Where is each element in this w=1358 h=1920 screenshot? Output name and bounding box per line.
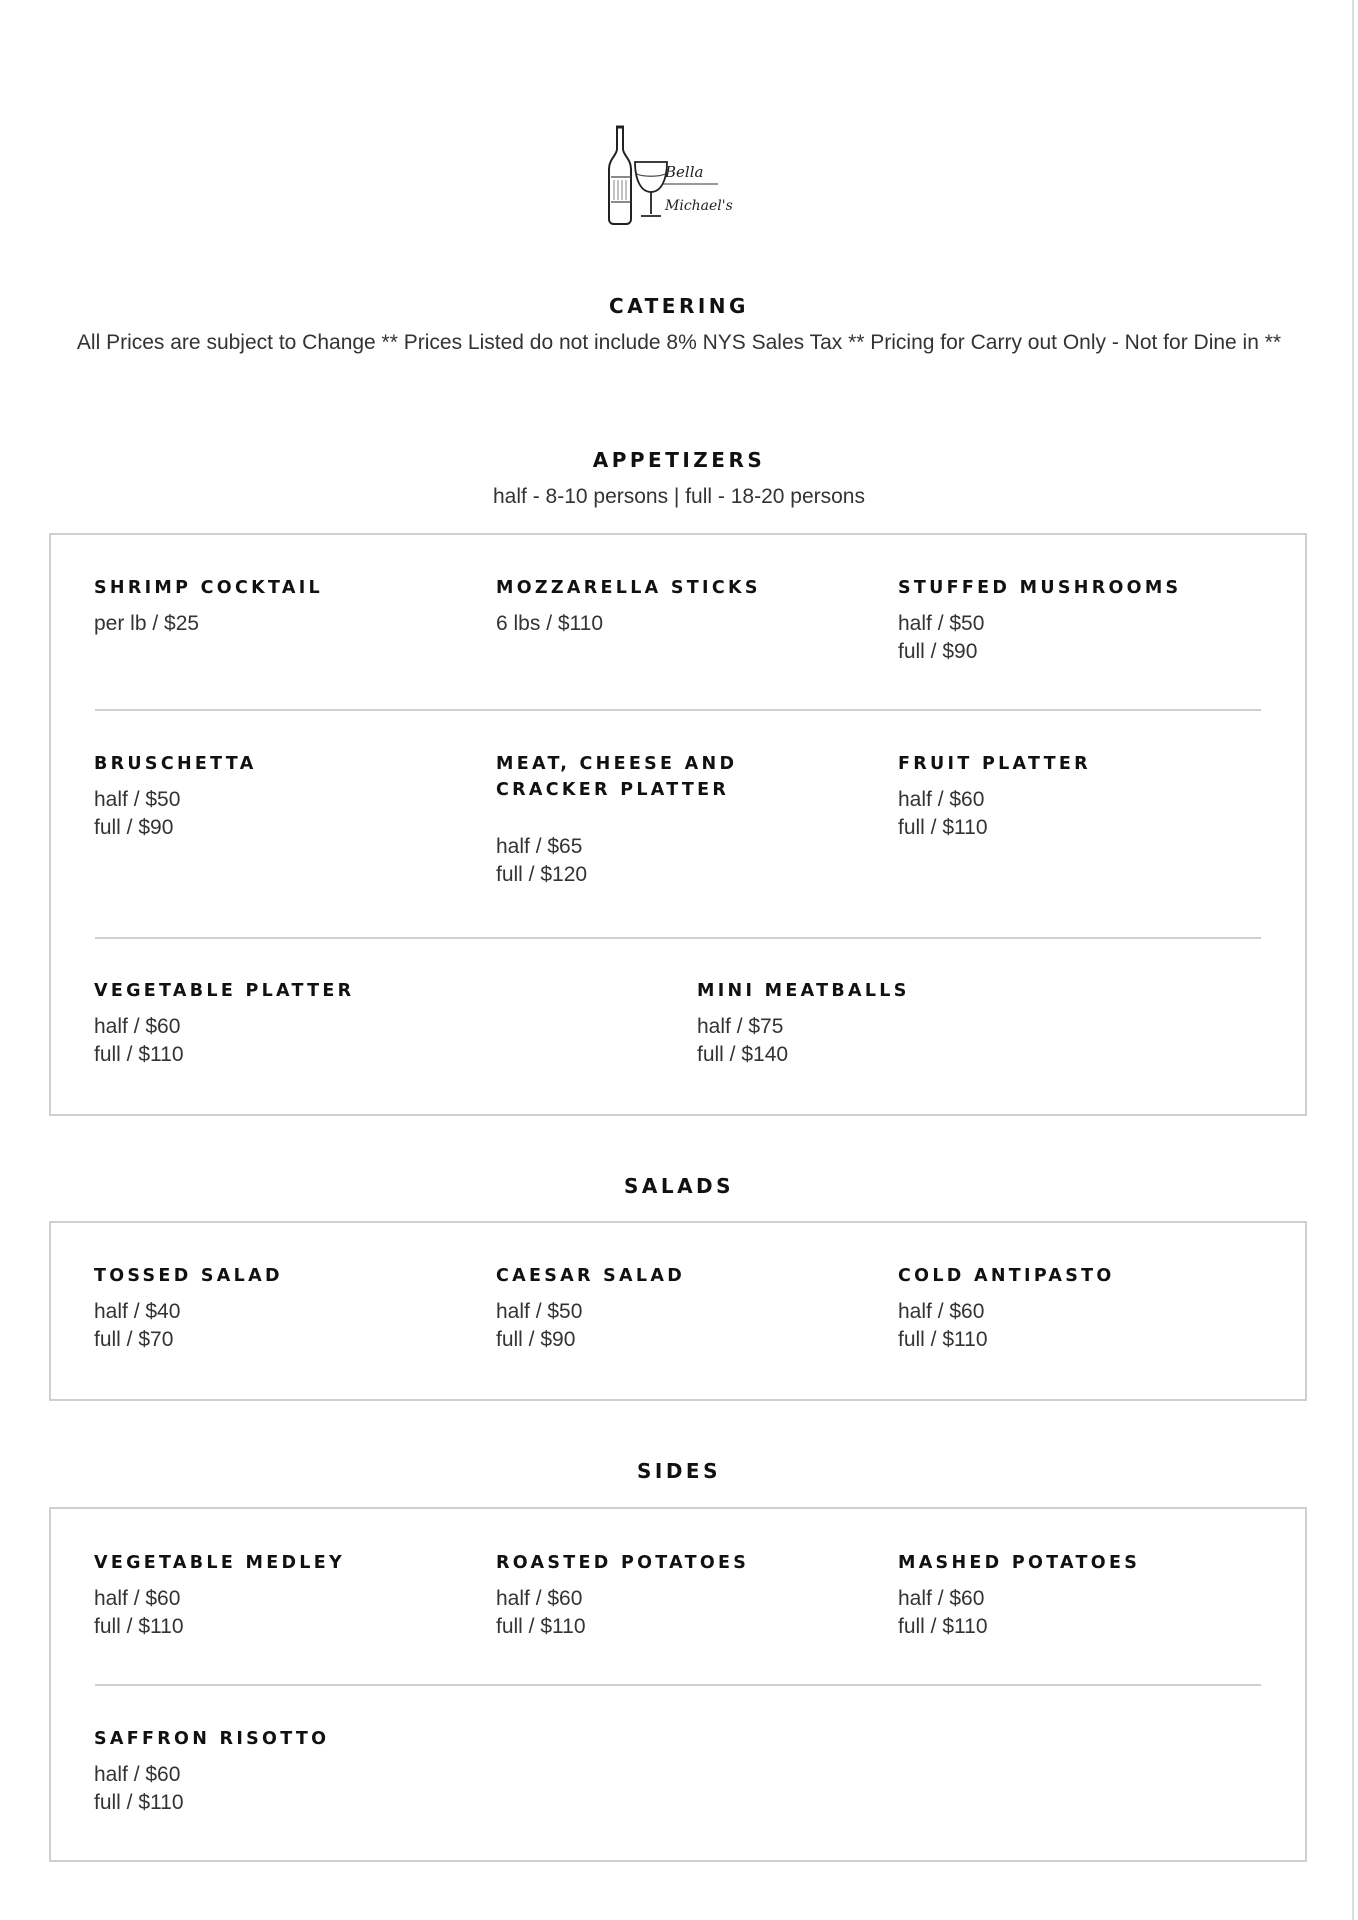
divider xyxy=(95,1684,1261,1686)
divider xyxy=(95,709,1261,711)
item-name: STUFFED MUSHROOMS xyxy=(898,578,1182,598)
menu-item xyxy=(898,1550,1140,1641)
item-price: half / $65 xyxy=(496,835,583,858)
item-name: MINI MEATBALLS xyxy=(697,981,910,1001)
menu-item xyxy=(94,1550,345,1641)
logo xyxy=(605,122,745,232)
item-price: half / $60 xyxy=(898,1300,985,1323)
item-price: full / $90 xyxy=(898,640,978,663)
menu-item xyxy=(94,978,354,1069)
item-price: half / $60 xyxy=(898,788,985,811)
item-price: half / $40 xyxy=(94,1300,181,1323)
salads-title: SALADS xyxy=(623,1174,735,1198)
menu-item xyxy=(898,1263,1115,1354)
menu-item xyxy=(697,978,910,1069)
item-name: SHRIMP COCKTAIL xyxy=(94,578,323,598)
item-name: ROASTED POTATOES xyxy=(496,1553,750,1573)
item-name: COLD ANTIPASTO xyxy=(898,1266,1115,1286)
item-price: half / $75 xyxy=(697,1015,784,1038)
page-edge-line xyxy=(1352,0,1354,1920)
appetizers-subtitle: half - 8-10 persons | full - 18-20 persons xyxy=(493,485,865,508)
item-price: full / $90 xyxy=(94,816,174,839)
menu-item xyxy=(94,575,323,638)
item-name: MOZZARELLA STICKS xyxy=(496,578,761,598)
menu-item xyxy=(496,1550,749,1641)
item-price: full / $110 xyxy=(94,1791,184,1814)
item-price: full / $110 xyxy=(94,1043,184,1066)
sides-title: SIDES xyxy=(636,1459,721,1483)
item-price: full / $120 xyxy=(496,863,588,886)
item-name: MASHED POTATOES xyxy=(898,1553,1141,1573)
item-price: full / $110 xyxy=(898,1615,988,1638)
item-price: half / $60 xyxy=(898,1587,985,1610)
item-price: half / $60 xyxy=(94,1015,181,1038)
item-name: BRUSCHETTA xyxy=(94,754,257,774)
item-name: CAESAR SALAD xyxy=(496,1266,686,1286)
salads-box xyxy=(49,1221,1307,1401)
item-price: full / $90 xyxy=(496,1328,576,1351)
item-name: TOSSED SALAD xyxy=(94,1266,283,1286)
item-price: full / $110 xyxy=(496,1615,586,1638)
item-price: half / $60 xyxy=(94,1763,181,1786)
item-price: half / $60 xyxy=(496,1587,583,1610)
item-price: full / $110 xyxy=(94,1615,184,1638)
catering-notice: All Prices are subject to Change ** Prices Listed do not include 8% NYS Sales Tax ** Pricing for Carry out Only - Not for Dine in ** xyxy=(76,331,1282,354)
item-price: full / $70 xyxy=(94,1328,174,1351)
menu-item xyxy=(94,1726,329,1817)
item-price: full / $140 xyxy=(697,1043,789,1066)
appetizers-title: APPETIZERS xyxy=(592,448,766,472)
wine-bottle-and-glass-icon xyxy=(605,122,745,232)
menu-item xyxy=(496,575,761,638)
menu-item xyxy=(898,751,1091,842)
item-name: MEAT, CHEESE AND CRACKER PLATTER xyxy=(496,754,738,800)
item-price: half / $50 xyxy=(898,612,985,635)
menu-item xyxy=(94,751,257,842)
menu-item xyxy=(898,575,1181,666)
item-name: FRUIT PLATTER xyxy=(898,754,1091,774)
item-price: 6 lbs / $110 xyxy=(496,612,604,635)
divider xyxy=(95,937,1261,939)
menu-item xyxy=(496,1263,685,1354)
menu-item xyxy=(94,1263,283,1354)
item-price: full / $110 xyxy=(898,816,988,839)
item-name: VEGETABLE PLATTER xyxy=(94,981,355,1001)
item-price: half / $50 xyxy=(94,788,181,811)
item-price: full / $110 xyxy=(898,1328,988,1351)
item-price: half / $50 xyxy=(496,1300,583,1323)
menu-item xyxy=(496,751,816,889)
logo-text-line2: Michael's xyxy=(665,198,733,214)
logo-text-line1: Bella xyxy=(665,163,704,181)
item-name: VEGETABLE MEDLEY xyxy=(94,1553,345,1573)
item-price: per lb / $25 xyxy=(94,612,200,635)
sides-box xyxy=(49,1507,1307,1862)
item-price: half / $60 xyxy=(94,1587,181,1610)
catering-title: CATERING xyxy=(609,294,749,318)
item-name: SAFFRON RISOTTO xyxy=(94,1729,330,1749)
appetizers-box xyxy=(49,533,1307,1116)
